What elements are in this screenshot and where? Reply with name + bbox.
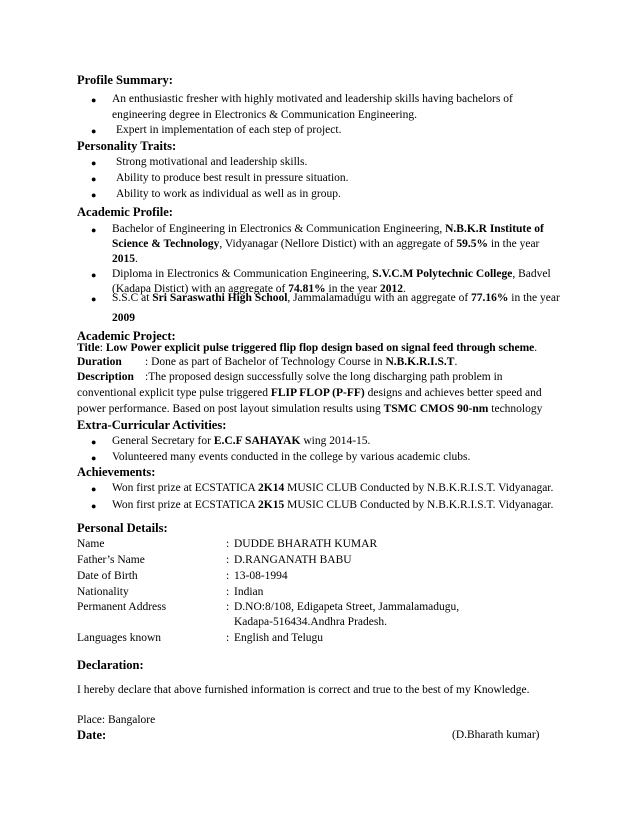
personal-separator: :: [226, 586, 230, 598]
personal-value-nationality: Indian: [234, 586, 264, 598]
personal-value-address-line-1: D.NO:8/108, Edigapeta Street, Jammalamadugu,: [234, 601, 460, 613]
personal-label-nationality: Nationality: [77, 586, 129, 598]
personal-label-address: Permanent Address: [77, 601, 167, 613]
project-title: Title: Low Power explicit pulse triggered flip flop design based on signal feed through scheme.: [77, 342, 538, 354]
trait-item: Ability to produce best result in pressure situation.: [116, 172, 349, 184]
personal-separator: :: [226, 601, 230, 613]
profile-item-2: Expert in implementation of each step of project.: [116, 124, 342, 136]
profile-summary-heading: Profile Summary:: [77, 73, 173, 87]
academic-project-heading: Academic Project:: [77, 329, 176, 343]
personal-value-name: DUDDE BHARATH KUMAR: [234, 538, 378, 550]
bullet-icon: ●: [91, 484, 97, 494]
academic-diploma-line-1: Diploma in Electronics & Communication Engineering, S.V.C.M Polytechnic College, Badvel: [112, 268, 551, 280]
bullet-icon: ●: [91, 437, 97, 447]
personal-separator: :: [226, 554, 230, 566]
achievement-item-1: Won first prize at ECSTATICA 2K14 MUSIC CLUB Conducted by N.B.K.R.I.S.T. Vidyanagar.: [112, 482, 554, 494]
bullet-icon: ●: [91, 126, 97, 136]
academic-profile-heading: Academic Profile:: [77, 205, 173, 219]
personal-separator: :: [226, 538, 230, 550]
personal-value-address-line-2: Kadapa-516434.Andhra Pradesh.: [234, 616, 387, 628]
bullet-icon: ●: [91, 270, 97, 280]
academic-be-line-2: Science & Technology, Vidyanagar (Nellore Distict) with an aggregate of 59.5% in the year: [112, 238, 540, 250]
date-label: Date:: [77, 728, 107, 742]
bullet-icon: ●: [91, 501, 97, 511]
project-duration-text: : Done as part of Bachelor of Technology Course in N.B.K.R.I.S.T.: [145, 356, 458, 368]
academic-be-line-1: Bachelor of Engineering in Electronics & Communication Engineering, N.B.K.R Institute of: [112, 223, 544, 235]
project-description-label: Description: [77, 371, 134, 383]
trait-item: Strong motivational and leadership skills.: [116, 156, 308, 168]
academic-diploma-line-2: (Kadapa Distict) with an aggregate of 74.81% in the year 2012.: [112, 283, 406, 295]
place-text: Place: Bangalore: [77, 714, 156, 726]
personal-label-father: Father’s Name: [77, 554, 145, 566]
bullet-icon: ●: [91, 453, 97, 463]
academic-be-line-3: 2015.: [112, 253, 138, 265]
personal-value-father: D.RANGANATH BABU: [234, 554, 352, 566]
academic-ssc-year: 2009: [112, 312, 135, 324]
bullet-icon: ●: [91, 95, 97, 105]
project-description-line-1: :The proposed design successfully solve the long discharging path problem in: [145, 371, 503, 383]
profile-item-1-line-2: engineering degree in Electronics & Communication Engineering.: [112, 109, 417, 121]
personality-traits-heading: Personality Traits:: [77, 139, 177, 153]
personal-value-dob: 13-08-1994: [234, 570, 288, 582]
profile-item-1-line-1: An enthusiastic fresher with highly motivated and leadership skills having bachelors of: [112, 93, 513, 105]
bullet-icon: ●: [91, 225, 97, 235]
project-description-line-2: conventional explicit type pulse triggered FLIP FLOP (P-FF) designs and achieves better speed and: [77, 387, 542, 399]
personal-value-languages: English and Telugu: [234, 632, 324, 644]
extra-curricular-heading: Extra-Curricular Activities:: [77, 418, 227, 432]
declaration-heading: Declaration:: [77, 658, 144, 672]
extra-item-2: Volunteered many events conducted in the college by various academic clubs.: [112, 451, 471, 463]
personal-label-dob: Date of Birth: [77, 570, 138, 582]
achievement-item-2: Won first prize at ECSTATICA 2K15 MUSIC CLUB Conducted by N.B.K.R.I.S.T. Vidyanagar.: [112, 499, 554, 511]
bullet-icon: ●: [91, 294, 97, 304]
bullet-icon: ●: [91, 174, 97, 184]
bullet-icon: ●: [91, 158, 97, 168]
signature-text: (D.Bharath kumar): [452, 729, 540, 741]
declaration-text: I hereby declare that above furnished information is correct and true to the best of my Knowledge.: [77, 684, 530, 696]
project-duration: Duration: [77, 356, 122, 368]
extra-item-1: General Secretary for E.C.F SAHAYAK wing 2014-15.: [112, 435, 371, 447]
personal-label-languages: Languages known: [77, 632, 161, 644]
bullet-icon: ●: [91, 190, 97, 200]
personal-label-name: Name: [77, 538, 105, 550]
personal-separator: :: [226, 570, 230, 582]
achievements-heading: Achievements:: [77, 465, 156, 479]
personal-separator: :: [226, 632, 230, 644]
project-description-line-3: power performance. Based on post layout simulation results using TSMC CMOS 90-nm technology: [77, 403, 543, 415]
personal-details-heading: Personal Details:: [77, 521, 168, 535]
trait-item: Ability to work as individual as well as in group.: [116, 188, 341, 200]
academic-ssc-line-1: S.S.C at Sri Saraswathi High School, Jammalamadugu with an aggregate of 77.16% in the year: [112, 292, 560, 304]
